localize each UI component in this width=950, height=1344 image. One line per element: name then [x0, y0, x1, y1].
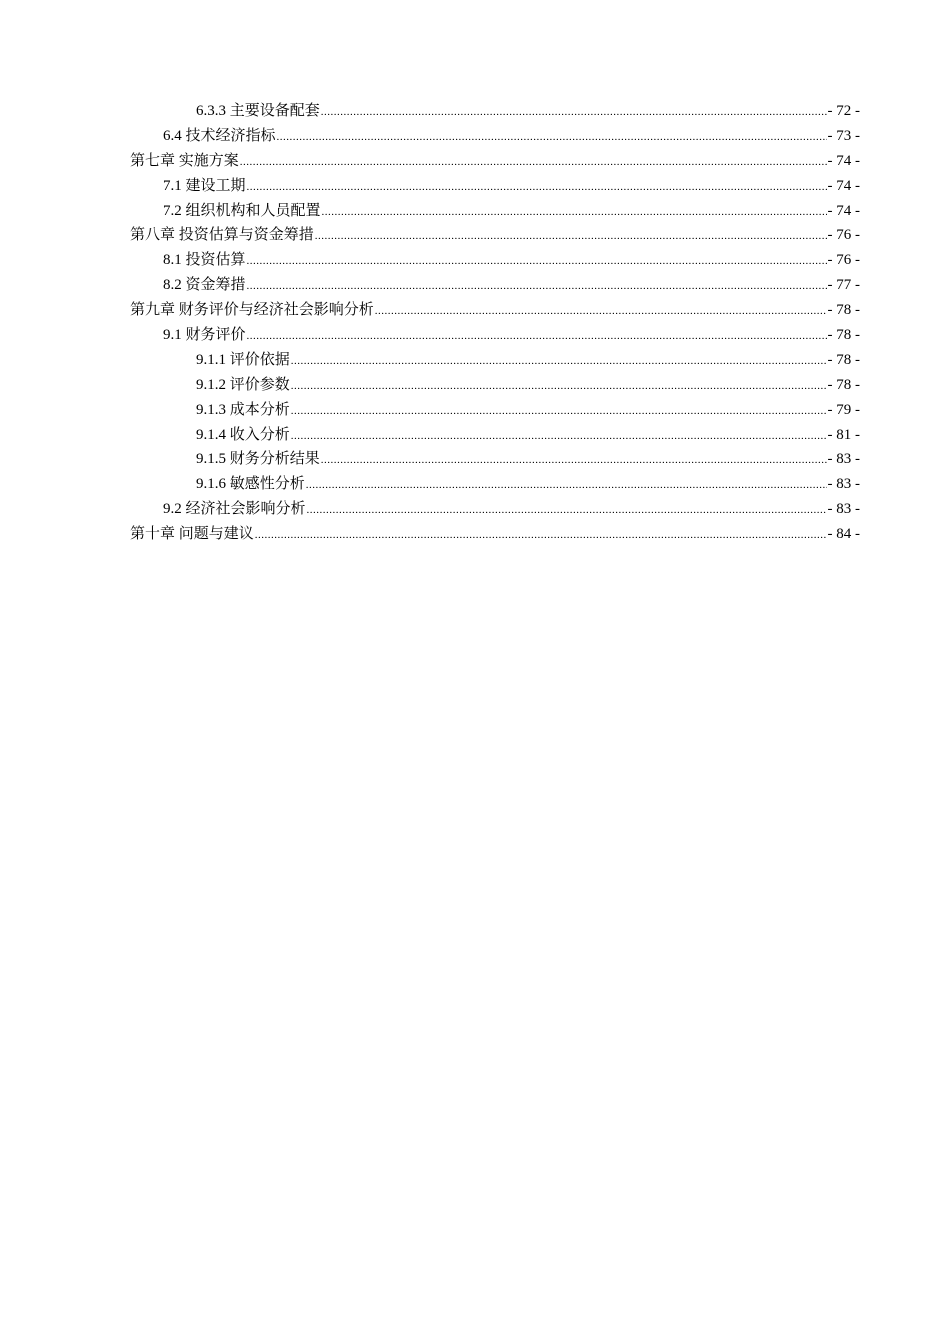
toc-entry-page: - 83 -	[827, 451, 860, 468]
dot-leader	[321, 100, 827, 125]
toc-entry-title: 9.1.5 财务分析结果	[196, 451, 320, 468]
toc-entry-page: - 77 -	[827, 277, 860, 294]
dot-leader	[321, 448, 827, 473]
toc-entry[interactable]	[130, 273, 860, 298]
toc-entry-title: 6.3.3 主要设备配套	[196, 103, 320, 119]
toc-entry-title: 8.1 投资估算	[163, 252, 246, 269]
toc-entry-page: - 76 -	[827, 252, 860, 269]
toc-entry[interactable]	[130, 423, 860, 448]
table-of-contents	[130, 99, 860, 547]
toc-entry-title: 8.2 资金筹措	[163, 277, 246, 294]
toc-entry[interactable]	[130, 199, 860, 224]
dot-leader	[306, 473, 827, 498]
toc-entry[interactable]	[130, 174, 860, 199]
toc-entry-page: - 84 -	[827, 526, 860, 543]
toc-entry-page: - 78 -	[827, 327, 860, 344]
toc-entry[interactable]	[130, 298, 860, 323]
toc-entry-title: 第七章 实施方案	[130, 152, 239, 169]
toc-entry[interactable]	[130, 373, 860, 398]
toc-entry-page: - 78 -	[827, 351, 860, 368]
toc-entry-page: - 73 -	[827, 127, 860, 144]
dot-leader	[291, 424, 827, 449]
toc-entry-title: 7.1 建设工期	[163, 177, 246, 194]
toc-entry[interactable]	[130, 124, 860, 149]
dot-leader	[247, 324, 827, 349]
toc-entry-page: - 81 -	[827, 426, 860, 443]
toc-entry-title: 9.1.1 评价依据	[196, 351, 290, 368]
toc-entry-page: - 74 -	[827, 152, 860, 169]
toc-entry-title: 9.2 经济社会影响分析	[163, 501, 306, 518]
toc-entry-title: 9.1.3 成本分析	[196, 401, 290, 418]
toc-entry-page: - 76 -	[827, 227, 860, 244]
toc-entry-page: - 78 -	[827, 376, 860, 393]
dot-leader	[322, 200, 827, 225]
toc-entry[interactable]	[130, 522, 860, 547]
toc-entry-title: 第十章 问题与建议	[130, 526, 254, 543]
dot-leader	[240, 150, 827, 175]
toc-entry-page: - 83 -	[827, 476, 860, 493]
toc-entry-page: - 72 -	[827, 103, 860, 119]
toc-entry[interactable]	[130, 497, 860, 522]
toc-entry[interactable]	[130, 447, 860, 472]
toc-entry-title: 第八章 投资估算与资金筹措	[130, 227, 314, 244]
toc-entry[interactable]	[130, 323, 860, 348]
toc-entry-title: 9.1.6 敏感性分析	[196, 476, 305, 493]
toc-entry-page: - 78 -	[827, 302, 860, 319]
toc-entry[interactable]	[130, 348, 860, 373]
toc-entry-title: 9.1.2 评价参数	[196, 376, 290, 393]
toc-entry-title: 第九章 财务评价与经济社会影响分析	[130, 302, 374, 319]
dot-leader	[277, 125, 827, 150]
dot-leader	[315, 224, 827, 249]
dot-leader	[247, 175, 827, 200]
toc-entry[interactable]	[130, 149, 860, 174]
dot-leader	[291, 349, 827, 374]
toc-entry-title: 9.1.4 收入分析	[196, 426, 290, 443]
dot-leader	[247, 274, 827, 299]
dot-leader	[307, 498, 827, 523]
toc-entry[interactable]	[130, 223, 860, 248]
dot-leader	[255, 523, 827, 548]
toc-entry[interactable]	[130, 248, 860, 273]
dot-leader	[375, 299, 827, 324]
toc-entry-page: - 74 -	[827, 177, 860, 194]
toc-entry[interactable]	[130, 99, 860, 124]
toc-entry-page: - 83 -	[827, 501, 860, 518]
dot-leader	[247, 249, 827, 274]
toc-entry-title: 9.1 财务评价	[163, 327, 246, 344]
toc-entry[interactable]	[130, 398, 860, 423]
toc-entry[interactable]	[130, 472, 860, 497]
dot-leader	[291, 399, 827, 424]
toc-entry-title: 7.2 组织机构和人员配置	[163, 202, 321, 219]
toc-entry-title: 6.4 技术经济指标	[163, 127, 276, 144]
toc-entry-page: - 74 -	[827, 202, 860, 219]
dot-leader	[291, 374, 827, 399]
toc-entry-page: - 79 -	[827, 401, 860, 418]
